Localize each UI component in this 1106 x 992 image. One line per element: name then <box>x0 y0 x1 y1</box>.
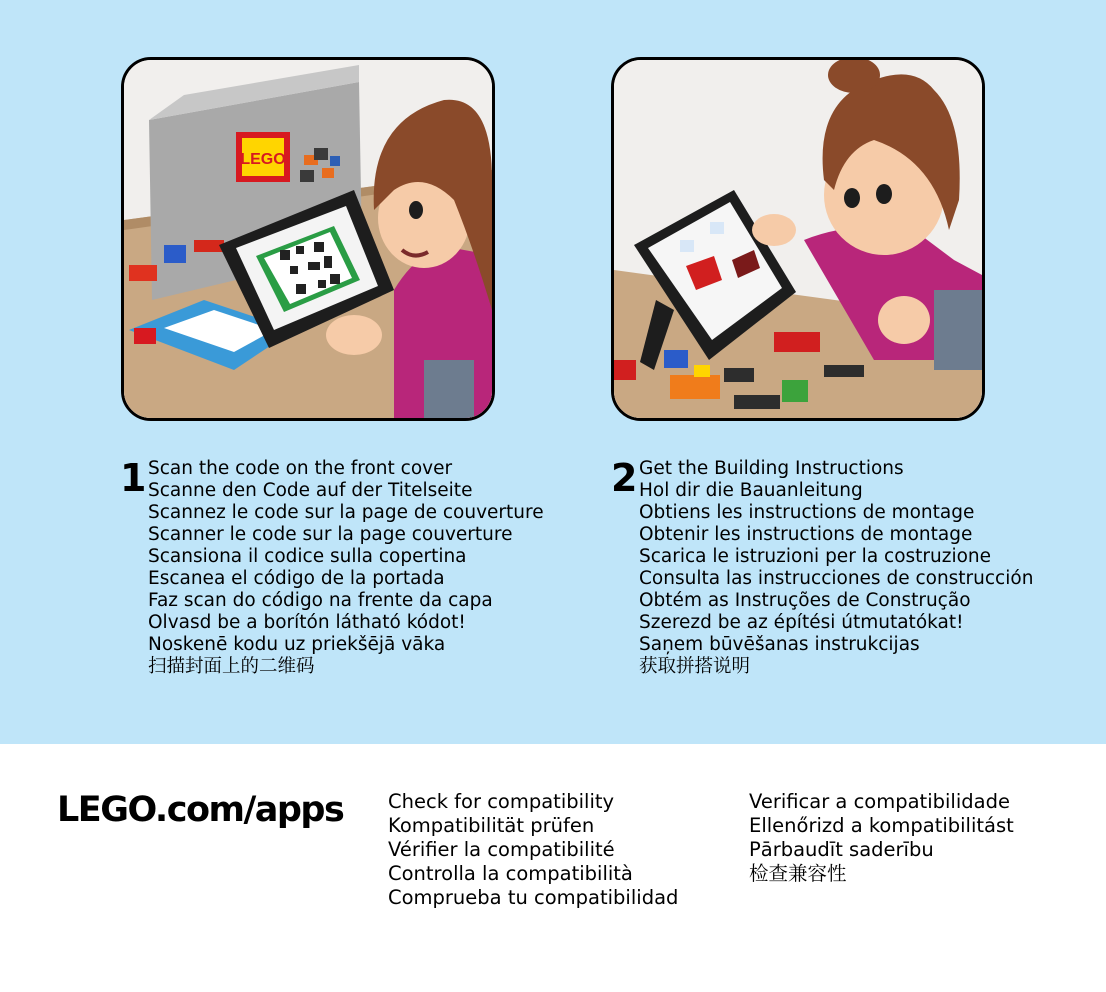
step-2-line: Obtenir les instructions de montage <box>639 524 973 545</box>
step-2-line: Consulta las instrucciones de construcción <box>639 568 1034 589</box>
step-2-lines <box>639 458 1033 678</box>
apps-url: LEGO.com/apps <box>57 790 344 830</box>
step-1-line: Scannez le code sur la page de couverture <box>148 502 544 523</box>
step-2-line: 获取拼搭说明 <box>639 656 751 677</box>
step-1-line: Noskenē kodu uz priekšējā vāka <box>148 634 446 655</box>
compat-line: 检查兼容性 <box>749 862 847 885</box>
step-1-line: 扫描封面上的二维码 <box>148 656 315 677</box>
compat-line: Pārbaudīt saderību <box>749 838 934 861</box>
compat-line: Controlla la compatibilità <box>388 862 633 885</box>
step-2-line: Saņem būvēšanas instrukcijas <box>639 634 920 655</box>
step-2-line: Obtiens les instructions de montage <box>639 502 975 523</box>
scan-code-photo <box>121 57 495 421</box>
building-instructions-photo <box>611 57 985 421</box>
step-2-line: Get the Building Instructions <box>639 458 904 479</box>
compat-line: Ellenőrizd a kompatibilitást <box>749 814 1014 837</box>
step-1-line: Scanner le code sur la page couverture <box>148 524 513 545</box>
compatibility-column-2 <box>749 790 1014 886</box>
step-1-line: Olvasd be a borítón látható kódot! <box>148 612 466 633</box>
compat-line: Check for compatibility <box>388 790 615 813</box>
compat-line: Comprueba tu compatibilidad <box>388 886 679 909</box>
compat-line: Kompatibilität prüfen <box>388 814 595 837</box>
step-1-number: 1 <box>120 456 147 500</box>
step-1-line: Scansiona il codice sulla copertina <box>148 546 467 567</box>
compat-line: Verificar a compatibilidade <box>749 790 1010 813</box>
step-1-lines <box>148 458 544 678</box>
step-2-line: Scarica le istruzioni per la costruzione <box>639 546 992 567</box>
compatibility-column-1 <box>388 790 678 910</box>
step-2-line: Hol dir die Bauanleitung <box>639 480 863 501</box>
step-1-line: Escanea el código de la portada <box>148 568 445 589</box>
svg-text:LEGO: LEGO <box>240 151 286 168</box>
step-1-line: Scanne den Code auf der Titelseite <box>148 480 473 501</box>
step-2-number: 2 <box>611 456 638 500</box>
step-1-line: Faz scan do código na frente da capa <box>148 590 493 611</box>
lego-logo <box>236 132 290 182</box>
compat-line: Vérifier la compatibilité <box>388 838 615 861</box>
step-1-line: Scan the code on the front cover <box>148 458 453 479</box>
step-2-line: Szerezd be az építési útmutatókat! <box>639 612 964 633</box>
step-2-line: Obtém as Instruções de Construção <box>639 590 971 611</box>
